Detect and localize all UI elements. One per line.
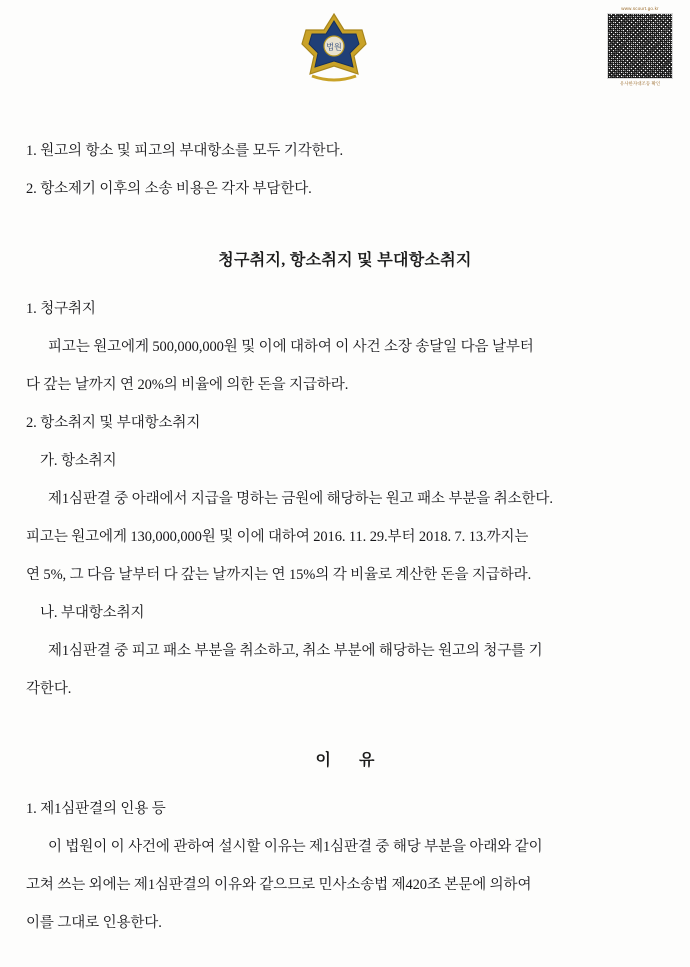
qr-url-text: www.scourt.go.kr: [621, 6, 659, 11]
claim-section-heading: 청구취지, 항소취지 및 부대항소취지: [218, 252, 472, 269]
reason-item1-body-line-2: 고쳐 쓰는 외에는 제1심판결의 이유와 같으므로 민사소송법 제420조 본문에 의하여: [26, 877, 532, 893]
reason-item1-title: 1. 제1심판결의 인용 등: [26, 801, 166, 817]
claim-sub-a-body-line-3: 연 5%, 그 다음 날부터 다 갚는 날까지는 연 15%의 각 비율로 계산한 돈을 지급하라.: [26, 567, 532, 583]
claim-item1-body-line-2: 다 갚는 날까지 연 20%의 비율에 의한 돈을 지급하라.: [26, 377, 349, 393]
claim-sub-b-title: 나. 부대항소취지: [40, 605, 145, 621]
claim-item2-title: 2. 항소취지 및 부대항소취지: [26, 415, 201, 431]
document-body: [0, 112, 690, 942]
claim-item1-body-line-1: 피고는 원고에게 500,000,000원 및 이에 대하여 이 사건 소장 송달일 다음 날부터: [48, 339, 534, 355]
reason-item1-body-line-3: 이를 그대로 인용한다.: [26, 915, 162, 931]
court-emblem-icon: [292, 10, 376, 90]
qr-caption-text: 유사한자대조등 확인: [619, 81, 661, 86]
disposition-item-1: 1. 원고의 항소 및 피고의 부대항소를 모두 기각한다.: [26, 143, 344, 159]
reason-item1-body-line-1: 이 법원이 이 사건에 관하여 설시할 이유는 제1심판결 중 해당 부분을 아래와 같이: [48, 839, 543, 855]
document-header: [0, 0, 690, 110]
claim-sub-a-body-line-2: 피고는 원고에게 130,000,000원 및 이에 대하여 2016. 11. 29.부터 2018. 7. 13.까지는: [26, 529, 529, 545]
disposition-item-2: 2. 항소제기 이후의 소송 비용은 각자 부담한다.: [26, 181, 312, 197]
qr-verification-block: [602, 6, 678, 87]
claim-sub-b-body-line-2: 각한다.: [26, 681, 72, 697]
claim-sub-a-title: 가. 항소취지: [40, 453, 117, 469]
claim-sub-b-body-line-1: 제1심판결 중 피고 패소 부분을 취소하고, 취소 부분에 해당하는 원고의 청구를 기: [48, 643, 543, 659]
claim-item1-title: 1. 청구취지: [26, 301, 96, 317]
reason-section-heading: 이 유: [315, 752, 387, 769]
claim-sub-a-body-line-1: 제1심판결 중 아래에서 지급을 명하는 금원에 해당하는 원고 패소 부분을 취소한다.: [48, 491, 553, 507]
disposition-list: [26, 132, 664, 208]
qr-code-icon: [607, 13, 673, 79]
svg-text:법원: 법원: [326, 42, 342, 52]
